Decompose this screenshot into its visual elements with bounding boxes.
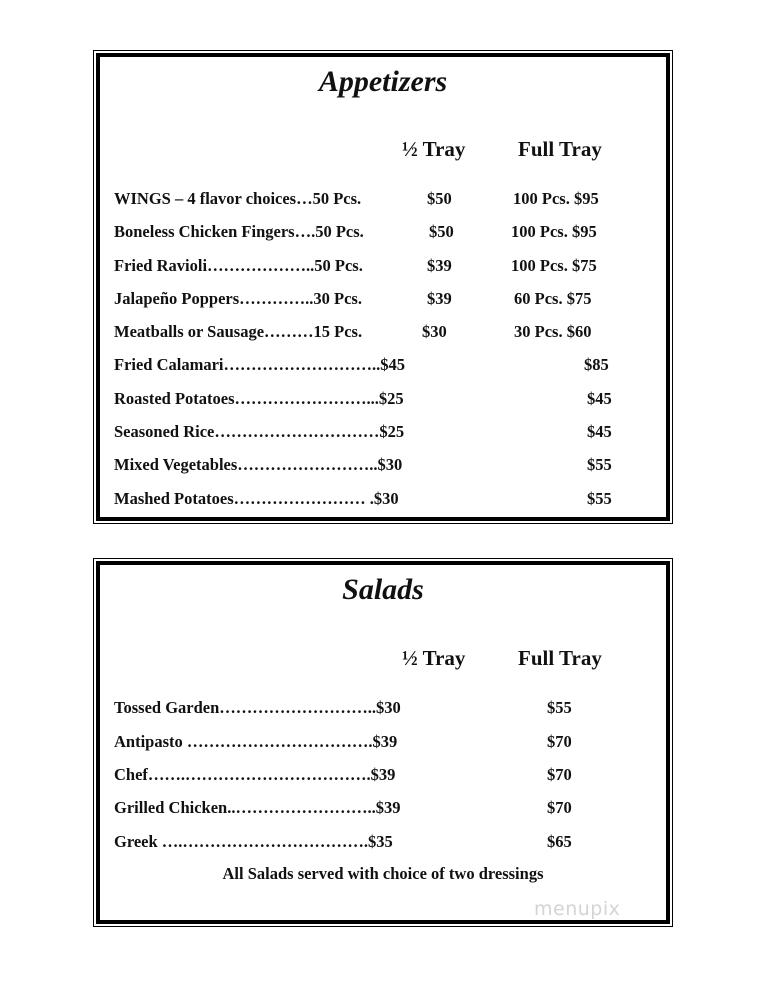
half-tray-header: ½ Tray — [402, 137, 466, 161]
item-name: Jalapeño Poppers…………..30 Pcs. — [114, 289, 362, 308]
item-name: Grilled Chicken..……………………..$39 — [114, 798, 401, 817]
menu-item — [100, 798, 666, 822]
item-full-price: $65 — [547, 832, 572, 851]
item-name: Seasoned Rice…………………………$25 — [114, 422, 405, 441]
watermark: menupix — [534, 898, 621, 920]
menu-item — [100, 289, 666, 313]
item-name: Boneless Chicken Fingers….50 Pcs. — [114, 222, 364, 241]
item-full-price: 30 Pcs. $60 — [514, 322, 592, 341]
item-full-price: 100 Pcs. $95 — [511, 222, 597, 241]
section-title: Appetizers — [318, 65, 448, 98]
full-tray-header: Full Tray — [518, 137, 602, 161]
section-title: Salads — [342, 573, 424, 606]
menu-item — [100, 222, 666, 246]
item-name: Fried Calamari………………………..$45 — [114, 355, 406, 374]
item-name: Mixed Vegetables……………………..$30 — [114, 455, 403, 474]
item-full-price: $70 — [547, 798, 572, 817]
menu-item — [100, 732, 666, 756]
item-name: Meatballs or Sausage………15 Pcs. — [114, 322, 363, 341]
appetizers-section — [96, 53, 670, 521]
item-full-price: $55 — [547, 698, 572, 717]
item-name: Roasted Potatoes……………………...$25 — [114, 389, 404, 408]
item-half-price: $50 — [427, 189, 452, 208]
menu-item — [100, 765, 666, 789]
salads-section — [96, 561, 670, 924]
item-full-price: $70 — [547, 765, 572, 784]
item-full-price: $55 — [587, 455, 612, 474]
full-tray-header: Full Tray — [518, 646, 602, 670]
item-full-price: $45 — [587, 422, 612, 441]
item-name: Fried Ravioli………………..50 Pcs. — [114, 256, 363, 275]
menu-item — [100, 256, 666, 280]
salads-note: All Salads served with choice of two dressings — [222, 864, 544, 883]
menu-item — [100, 832, 666, 856]
item-name: Antipasto …………………………….$39 — [114, 732, 398, 751]
half-tray-header: ½ Tray — [402, 646, 466, 670]
item-name: Mashed Potatoes…………………… .$30 — [114, 489, 399, 508]
item-half-price: $30 — [422, 322, 447, 341]
menu-item — [100, 698, 666, 722]
menu-item — [100, 455, 666, 479]
item-name: WINGS – 4 flavor choices…50 Pcs. — [114, 189, 362, 208]
menu-item — [100, 389, 666, 413]
menu-item — [100, 189, 666, 213]
item-full-price: 100 Pcs. $75 — [511, 256, 597, 275]
item-half-price: $50 — [429, 222, 454, 241]
item-full-price: 60 Pcs. $75 — [514, 289, 592, 308]
item-half-price: $39 — [427, 256, 452, 275]
item-full-price: 100 Pcs. $95 — [513, 189, 599, 208]
item-full-price: $45 — [587, 389, 612, 408]
item-full-price: $70 — [547, 732, 572, 751]
item-name: Greek ….…………………………….$35 — [114, 832, 393, 851]
menu-item — [100, 355, 666, 379]
item-name: Chef…….…………………………….$39 — [114, 765, 396, 784]
item-name: Tossed Garden………………………..$30 — [114, 698, 401, 717]
item-full-price: $85 — [584, 355, 609, 374]
menu-item — [100, 422, 666, 446]
menu-item — [100, 489, 666, 513]
menu-item — [100, 322, 666, 346]
item-full-price: $55 — [587, 489, 612, 508]
item-half-price: $39 — [427, 289, 452, 308]
